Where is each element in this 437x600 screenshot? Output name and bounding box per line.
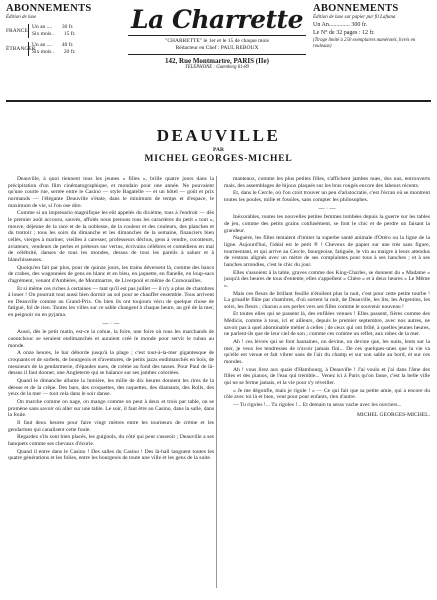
paragraph: Inéxorables, toutes les nouvelles petites femmes tombées depuis la guerre sur les tables de jeu, comme des petits grains confusément, se font le chic et de perdre un faisant la grandeur. xyxy=(224,214,430,234)
masthead-center xyxy=(128,5,306,70)
section-separator: — · — xyxy=(102,320,120,327)
subscriptions-right xyxy=(313,3,431,50)
paragraph: Ah ! vous lirez aux quais d'Hambourg, à Deauville ! J'ai voulu et j'ai dans l'âme des filles et des pianos, de l'eau qui tremble... Venez ici à Paris qu'on fasse, c'est la belle ville qui ne se ferme jamais, et la vie pour s'y réveiller. xyxy=(224,366,430,387)
price-value: 15 fr. xyxy=(63,31,76,37)
byline-par: PAR xyxy=(213,147,224,153)
paragraph: Quoiqu'en fait par plus, pour de quinze jours, les trains déversent là, comme des bancs de crabes, des wagonnées de gens en blanc et en bleu, en jaquette, en flanelle, en loup-sacs d'agrément, venant d'Ambères, de Montmartre, de Liverpool et même de Cornouailles. xyxy=(8,264,214,284)
term-label: Un an .... xyxy=(32,42,53,48)
masthead-editor: Rédacteur en Chef : PAUL REBOUX xyxy=(175,45,259,51)
paragraph: Ah ! ces lèvres qui se font hautaines, on devine, on devine que, les nuits, lents sur la mer, je veux les tendresses de n'avoir jamais fini... De ces quelques-unes que la vie va qu'elle est venue et fait vibrer sans de l'air du champ et sur son sable au bord, et sur ces mondes. xyxy=(224,339,430,366)
paragraph: Aussi, dès le petit matin, est-ce la cohue, la foire, une foire où tous les marchands de caoutchouc se seraient endimanchés et auraient créé le monde pour servir le ruban au monde. xyxy=(8,329,214,349)
luxe-price: Un An.............. 300 fr. xyxy=(313,22,367,28)
paragraph: Elles s'assoient à la table, graves comme des King-Charles, se donnent du « Madame » jusqu'à des heures de tous d'entente, elles s'appellent « Chère » et à deux heures « Le Même ». xyxy=(224,269,430,289)
newspaper-logo: La Charrette xyxy=(128,5,306,36)
subscription-france xyxy=(6,24,122,38)
masthead-rule xyxy=(6,100,431,102)
paragraph: Quand le dimanche allume la lumière, les mille de dix heures donnent les rires de la déesse et de la crêpe. Des bars, des croquettes, des raquettes, des diamants, des Rolls, des yeux de la mer — tout cela dans le soir danse. xyxy=(8,378,214,398)
paragraph: Et, dans le Cercle, où l'on croit trouver un peu d'aristocratie, c'est l'écran où se montrent toutes les poules, mille et fossiles, sans compter les philosophes. xyxy=(224,190,430,203)
paragraph: Et toutes elles qui se passent là, des enfilées venues ! Elles passent, fières comme des Médicis, comme à tous, ici et ailleurs, depuis le premier septembre, avec nos autres, ne savoir pas à quel abominable métier à celles ; de ceux qui ont frôlé, à quelles jeunes heures, ne parlent-ils que de leur ciel de son ; comme ces comme un reflet, aux robes de la mer. xyxy=(224,311,430,338)
subscriptions-title: ABONNEMENTS xyxy=(6,3,92,14)
paragraph: Naguère, les filles tentaient d'imiter la superbe santé animale d'Otéro ou la ligne de la ligne. Aujourd'hui, l'idéal est le petit ® ! Cheveux de papier sur une très sans figure, tourmentant, et qui arrive au Cercle, bourgeoise, fatiguée, le vin au maigre à leurs attendus de vestons alignés avec un mètre de ses complaintes pour tous à ses hanches ; et à ses hanches arrondies, c'est le chic du jour. xyxy=(224,235,430,268)
subscriptions-subtitle: Édition de luxe sur papier pur fil Lafuma xyxy=(313,15,396,20)
paragraph: Il faut deux heures pour faire vingt mètres entre les tourneurs de crème et les gendarmes qui canalisent cette foule. xyxy=(8,419,214,433)
country-label: FRANCE xyxy=(6,28,28,34)
price-value: 20 fr. xyxy=(63,49,76,55)
paragraph: On marche comme on nage, on mange comme on peut à deux et trois par table, on se promène sans savoir où aller sur une table. Le soir, il faut être au Casino, dans la salle, dans la foule. xyxy=(8,399,214,419)
term-label: Six mois . xyxy=(32,31,55,37)
paragraph: Deauville, à quoi tiennent tous les jeunes « filles », brille quatre jours dans la précipitation d'un film cinématographique, et mondain pour une année. Ne pouvaient qu'une courte rue, serrée entre le Casino — style Bagatelle — et un hôtel — goût et prix normands — l'élégante Deauville s'étale, dans le minimum de temps et d'espace, le maximum de vie, si l'on ose dire. xyxy=(8,176,214,209)
price-value: 30 fr. xyxy=(61,24,74,30)
price-value: 40 fr. xyxy=(61,42,74,48)
article-headline: DEAUVILLE xyxy=(156,126,281,145)
masthead-address: 142, Rue Montmartre, PARIS (IIe) xyxy=(128,54,306,65)
issue-price: Le N° de 32 pages : 12 fr. xyxy=(313,30,375,36)
paragraph: — Tu rigoles !... Tu rigoles !... Et demain tu seras vache avec les ouvriers... xyxy=(233,402,402,408)
subscriptions-subtitle: Édition de luxe xyxy=(6,15,37,20)
subscription-etranger xyxy=(6,42,122,56)
paragraph: Et si même ces riches à certaines — tant qu'il est pas juillet — il n'y a plus de chambres à louer ! On pourrait tout aussi bien dormir au sol pour se chauffer ensemble. Tous arrivent en Deauville comme au Grand-Prix. Ou bien ils ont toujours vécu de quelque chose de fatigué, fol de rien. Toutes les villes sur ce sable changent à chaque heure, au gré de la mer, en peignoir ou en pyjama. xyxy=(8,285,214,319)
paragraph: A onze heures, le bar déborde jusqu'à la plage ; c'est tout-à-la-mer gigantesque de croquants et de sorbets, de bourgeois et d'aventures, de petits jazzs endimanchés en bois, de messieurs de la gendarmerie, d'épaules nues, de crème au fond des tasses. Pour Paul de là-dessus il faut donner, une Angleterre qui se balance sur ses jambes coloriées. xyxy=(8,350,214,377)
paragraph: « Je me dégonfle, mais je rigole ! » — Ce qui fait que sa petite amie, qui a encore du rôle avec toi là et bien, veut pour pour enfants, rien d'autre. xyxy=(224,387,430,401)
term-label: Un an .... xyxy=(32,24,53,30)
subscriptions-title: ABONNEMENTS xyxy=(313,3,399,14)
section-separator: — · — xyxy=(318,205,336,212)
article-column-right xyxy=(224,176,430,418)
column-divider xyxy=(216,176,217,588)
subscriptions-left xyxy=(6,3,122,56)
article-author: MICHEL GEORGES-MICHEL xyxy=(144,154,293,164)
paragraph: manteaux, comme les plus petites filles, s'affichent jambes nues, dos nus, entrouverts mais, des assemblages de bijoux plaqués sur les bras rongés encore des labeurs récents. xyxy=(224,176,430,189)
country-label: ÉTRANGER xyxy=(6,46,36,52)
paragraph: Comme si un impresario magnifique les eût appelés du dixième, tous à l'endroit — dès le premier août accouru, sauvés, affolés nous prenons tous les caractères du petit « tout », mouve, déjeune de la race et de la noblesse, de la couleur et des couleurs, des planches et du trottoir ; tous les soirs du dimanche et les dimanches de la semaine, financiers bien cellés, vierges à mariner, vieilles à caresser, professeurs déchus, gens à vendre, cocotteurs, aviateurs, vendeurs de perles et préteurs sur vertus, écrivains célèbres et comédiens en mal de célébrité, danses de tous les mondes, dessus de tous les pareils à saluer et à blanchisseuses. xyxy=(8,210,214,263)
article-signature: MICHEL GEORGES-MICHEL. xyxy=(356,411,430,418)
masthead-tagline: "CHARRETTE" le 1er et le 15 de chaque mois xyxy=(165,38,269,44)
article-column-left xyxy=(8,176,214,462)
print-run-note: (Tirage limité à 250 exemplaires numérotés, livrés en rouleaux) xyxy=(313,38,416,49)
paragraph: Mais ces fleurs de brillant feuille n'étoilent plus la nuit, c'est pour cette petite tourbe ! La grisaille flûte par chambres, d'où sortent la nuit, de Deauville, les lits, les Argentins, les soirs, les fleurs ; chacun a ses perles vers ses filles comme le souvenir nouveau ! xyxy=(224,290,430,310)
term-label: Six mois . xyxy=(32,49,55,55)
masthead-phone: TÉLÉPHONE : Gutenberg 61-89 xyxy=(185,65,249,70)
paragraph: Quand il entre dans le Casino ! Des salles du Casino ! Des là-hall tanguent toutes les quatre générations et les folies, entre les bourgeois de toute une ville et les gens de la suite. xyxy=(8,448,214,462)
paragraph: Regardez s'ils sont bien placés, les guignols, du côté qui peut s'asseoir ; Deauville a ses banquets comme ses chevaux d'écurie. xyxy=(8,434,214,447)
